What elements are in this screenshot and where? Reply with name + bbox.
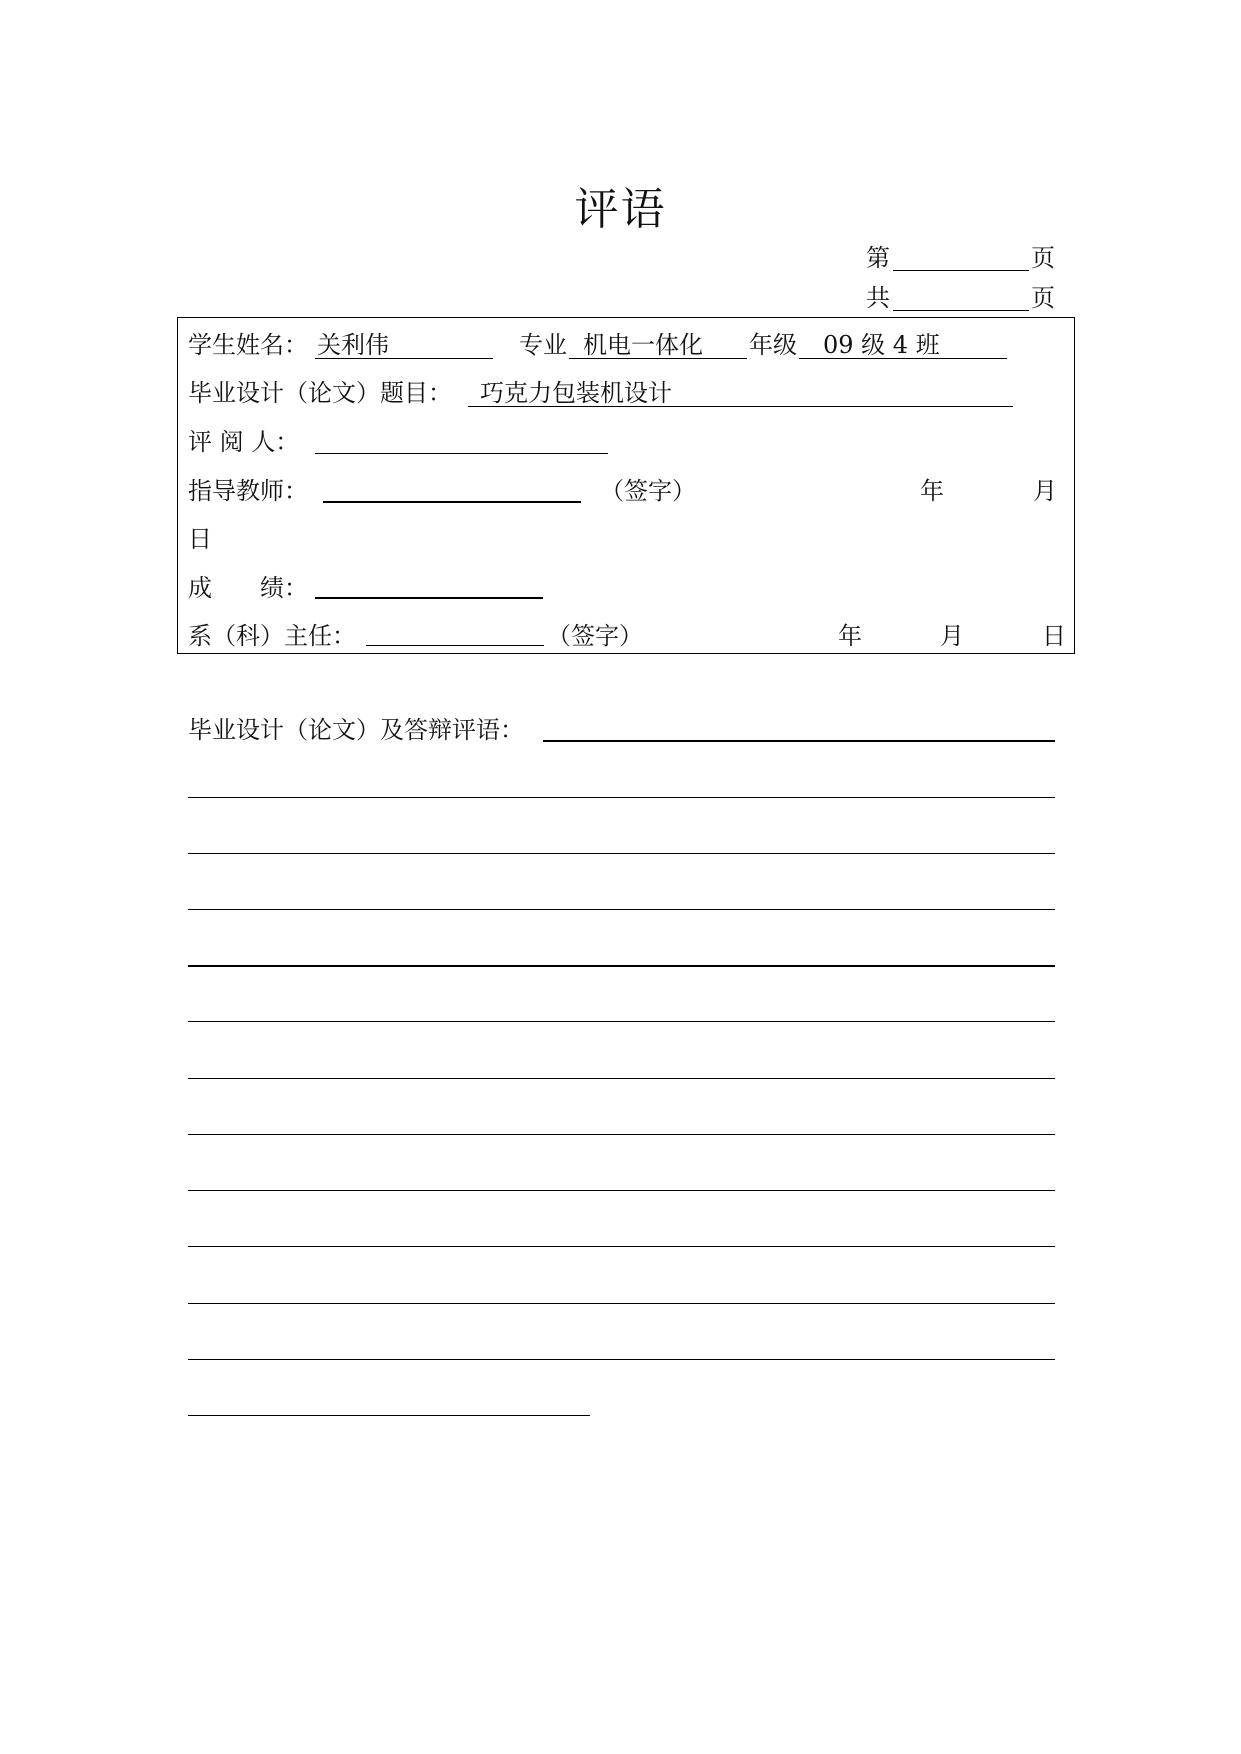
major-field[interactable]: 机电一体化 xyxy=(569,358,747,359)
page-title: 评语 xyxy=(574,184,667,235)
major-label: 专业 xyxy=(519,331,567,359)
comments-first-line[interactable] xyxy=(543,740,1055,742)
advisor-signature-label: （签字） xyxy=(600,477,696,505)
comment-line-7[interactable] xyxy=(188,1134,1055,1135)
comment-line-6[interactable] xyxy=(188,1078,1055,1079)
comment-line-2[interactable] xyxy=(188,853,1055,854)
thesis-title-label: 毕业设计（论文）题目： xyxy=(188,379,452,407)
score-field[interactable] xyxy=(315,597,543,599)
dept-head-label: 系（科）主任： xyxy=(188,622,356,650)
page-number-field[interactable] xyxy=(893,270,1029,271)
dept-signature-label: （签字） xyxy=(547,622,643,650)
page-total-prefix: 共 xyxy=(866,284,890,312)
comment-line-9[interactable] xyxy=(188,1246,1055,1247)
comment-line-5[interactable] xyxy=(188,1021,1055,1022)
advisor-field[interactable] xyxy=(323,501,581,503)
grade-field[interactable]: 09 级 4 班 xyxy=(799,358,1007,359)
student-name-label: 学生姓名： xyxy=(188,331,308,359)
comment-line-10[interactable] xyxy=(188,1303,1055,1304)
grade-label: 年级 xyxy=(749,331,797,359)
reviewer-field[interactable] xyxy=(315,453,608,454)
advisor-month-label: 月 xyxy=(1033,477,1057,505)
comment-line-4[interactable] xyxy=(188,965,1055,967)
dept-head-field[interactable] xyxy=(366,645,544,646)
page-number-prefix: 第 xyxy=(866,244,890,272)
page-total-suffix: 页 xyxy=(1031,284,1055,312)
comments-label: 毕业设计（论文）及答辩评语： xyxy=(188,716,524,744)
comment-line-1[interactable] xyxy=(188,797,1055,798)
comment-line-8[interactable] xyxy=(188,1190,1055,1191)
student-name-field[interactable]: 关利伟 xyxy=(315,358,493,359)
comment-line-3[interactable] xyxy=(188,909,1055,910)
page-total-field[interactable] xyxy=(893,310,1029,311)
dept-day-label: 日 xyxy=(1042,622,1066,650)
dept-year-label: 年 xyxy=(838,622,862,650)
comment-line-11[interactable] xyxy=(188,1359,1055,1360)
advisor-day-label: 日 xyxy=(188,525,212,553)
comment-line-12[interactable] xyxy=(188,1415,590,1416)
dept-month-label: 月 xyxy=(940,622,964,650)
thesis-title-field[interactable]: 巧克力包装机设计 xyxy=(468,406,1013,407)
advisor-year-label: 年 xyxy=(920,477,944,505)
reviewer-label: 评 阅 人： xyxy=(188,428,300,456)
advisor-label: 指导教师： xyxy=(188,477,308,505)
page-number-suffix: 页 xyxy=(1031,244,1055,272)
score-label: 成 绩： xyxy=(188,574,308,602)
